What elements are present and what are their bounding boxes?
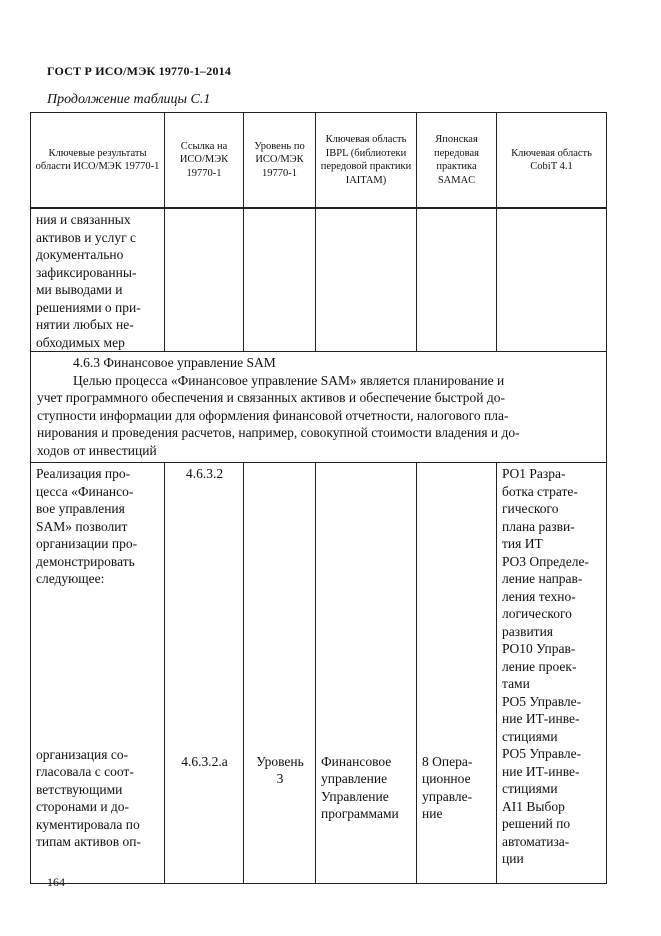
text-line: гического [502, 501, 559, 516]
text-line: документально [36, 247, 124, 262]
table-row [31, 208, 607, 352]
text-line: ния и связанных [36, 212, 131, 227]
text-line: PO10 Управ- [502, 641, 576, 656]
text-line: ми выводами и [36, 282, 123, 297]
text-line: Реализация про- [36, 466, 131, 481]
text-line: плана разви- [502, 518, 575, 534]
samac-b [422, 753, 492, 823]
header-key-results: Ключевые результаты области ИСО/МЭК 19770-1 [31, 113, 165, 209]
empty-cell [244, 208, 316, 352]
text-line: ветствующими [36, 781, 123, 797]
spacer [36, 588, 160, 746]
spacer [422, 465, 492, 753]
empty-cell [417, 208, 497, 352]
section-text-line: учет программного обеспечения и связанных активов и обеспечение быстрой до- [37, 390, 505, 405]
text-line: типам активов оп- [36, 834, 142, 849]
reference-cell [165, 463, 244, 884]
text-line: нятии любых не- [36, 317, 134, 332]
text-line: тами [502, 676, 530, 691]
ibpl-cell [316, 463, 417, 884]
text-line: ние [422, 806, 443, 821]
text-line: организации про- [36, 536, 138, 551]
section-text-line: нирования и проведения расчетов, например, совокупной стоимости владения и до- [37, 425, 520, 440]
text-line: PO5 Управле- [502, 693, 582, 709]
text-line: демонстрировать [36, 553, 135, 569]
empty-cell [316, 208, 417, 352]
text-line: SAM» позволит [36, 518, 128, 534]
text-line: зафиксированны- [36, 264, 137, 280]
text-line: PO3 Определе- [502, 553, 590, 569]
text-line: ние ИТ-инве- [502, 763, 580, 779]
text-line: кументировала по [36, 816, 140, 832]
text-line: активов и услуг с [36, 229, 137, 245]
ibpl-b [321, 753, 412, 823]
spacer [321, 465, 412, 753]
text-line: ление направ- [502, 571, 583, 586]
page-number: 164 [47, 875, 65, 889]
text-line: сторонами и до- [36, 799, 130, 814]
section-text-line: ходов от инвестиций [37, 442, 157, 458]
text-line: PO5 Управле- [502, 746, 582, 761]
text-line: тия ИТ [502, 536, 543, 551]
text-line: 3 [276, 771, 284, 786]
table-continuation-title: Продолжение таблицы С.1 [47, 92, 211, 107]
text-line: решений по [502, 816, 571, 831]
header-reference: Ссылка на ИСО/МЭК 19770-1 [165, 113, 244, 209]
table-row [31, 463, 607, 884]
text-line: Финансовое [321, 753, 392, 769]
text-line: вое управления [36, 501, 125, 516]
section-text-line: Целью процесса «Финансовое управление SAM» является планирование и [73, 372, 505, 388]
header-ibpl: Ключевая область IBPL (библиотеки передовой практики IAITAM) [316, 113, 417, 209]
level-b [249, 753, 311, 788]
text-line: Уровень [256, 753, 304, 769]
header-cobit: Ключевая область CobiT 4.1 [497, 113, 607, 209]
section-text-line: ступности информации для оформления финансовой отчетности, налогового пла- [37, 407, 509, 423]
samac-cell [417, 463, 497, 884]
text-line: следующее: [36, 571, 105, 586]
continued-results-cell [31, 208, 165, 352]
key-results-cell [31, 463, 165, 884]
text-line: стициями [502, 781, 558, 796]
text-line: программами [321, 806, 399, 821]
text-line: логического [502, 606, 572, 621]
text-line: ции [502, 851, 524, 866]
text-line: организация со- [36, 746, 129, 762]
text-line: гласовала с соот- [36, 764, 134, 779]
section-title: 4.6.3 Финансовое управление SAM [73, 355, 276, 370]
spacer [249, 465, 311, 753]
text-line: Управление [321, 788, 389, 804]
text-line: автоматиза- [502, 833, 570, 849]
correspondence-table [30, 112, 607, 884]
text-line: ление проек- [502, 658, 577, 674]
text-line: развития [502, 623, 554, 639]
results-intro [36, 465, 160, 588]
cobit-cell [497, 463, 607, 884]
text-line: ботка страте- [502, 483, 578, 499]
text-line: ционное [422, 771, 471, 786]
ref-b: 4.6.3.2.a [181, 753, 228, 769]
section-cell [31, 352, 607, 463]
section-row [31, 352, 607, 463]
text-line: обходимых мер [36, 334, 125, 350]
text-line: ления техно- [502, 588, 576, 604]
text-line: управле- [422, 788, 473, 804]
table-header-row [31, 113, 607, 209]
results-item-a [36, 746, 160, 851]
text-line: ние ИТ-инве- [502, 711, 580, 726]
text-line: стициями [502, 728, 558, 744]
document-header: ГОСТ Р ИСО/МЭК 19770-1–2014 [47, 64, 232, 78]
text-line: управление [321, 771, 388, 786]
text-line: PO1 Разра- [502, 466, 566, 481]
header-level: Уровень по ИСО/МЭК 19770-1 [244, 113, 316, 209]
text-line: 8 Опера- [422, 753, 473, 769]
header-samac: Японская передовая практика SAMAC [417, 113, 497, 209]
empty-cell [497, 208, 607, 352]
ref-a: 4.6.3.2 [185, 466, 224, 481]
text-line: цесса «Финансо- [36, 483, 134, 499]
empty-cell [165, 208, 244, 352]
text-line: AI1 Выбор [502, 798, 565, 814]
level-cell [244, 463, 316, 884]
spacer [170, 483, 239, 753]
text-line: решениями о при- [36, 299, 141, 315]
